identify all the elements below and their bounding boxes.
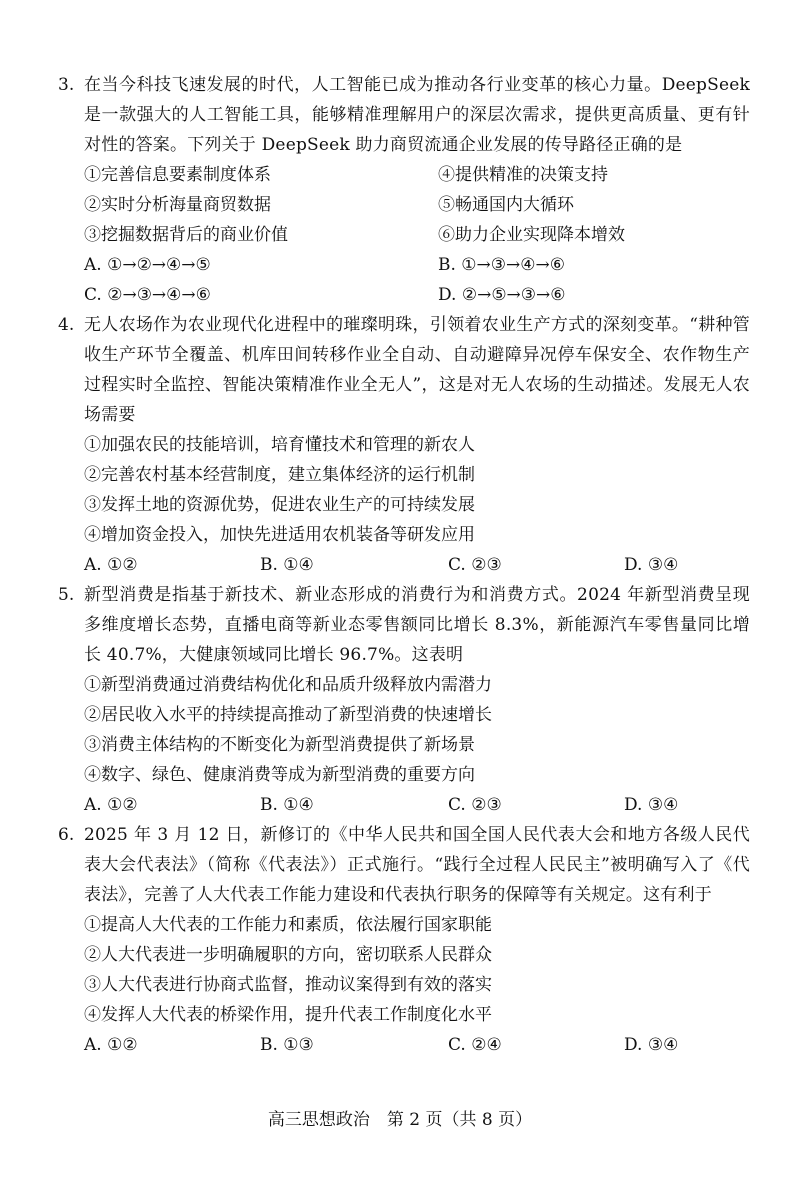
option-c: C. ②③ [448,555,502,575]
question-stem: 在当今科技飞速发展的时代，人工智能已成为推动各行业变革的核心力量。DeepSeek是一款强大的人工智能工具，能够精准理解用户的深层次需求，提供更高质量、更有针对性的答案。下列关于 DeepSeek 助力商贸流通企业发展的传导路径正确的是 [84,75,750,155]
option-b: B. ①③ [260,1035,314,1055]
option-a: A. ①→②→④→⑤ [84,255,211,275]
statement: ④增加资金投入，加快先进适用农机装备等研发应用 [84,525,475,545]
option-d: D. ③④ [624,1035,679,1055]
statement: ②人大代表进一步明确履职的方向，密切联系人民群众 [84,945,492,965]
question-stem: 无人农场作为农业现代化进程中的璀璨明珠，引领着农业生产方式的深刻变革。“耕种管收生产环节全覆盖、机库田间转移作业全自动、自动避障异况停车保安全、农作物生产过程实时全监控、智能决策精准作业全无人”，这是对无人农场的生动描述。发展无人农场需要 [84,315,750,425]
statement: ③人大代表进行协商式监督，推动议案得到有效的落实 [84,975,492,995]
option-a: A. ①② [84,1035,138,1055]
page-footer: 高三思想政治 第 2 页（共 8 页） [267,1110,533,1130]
statement: ①新型消费通过消费结构优化和品质升级释放内需潜力 [84,675,492,695]
answer-options [84,550,750,580]
statement: ④数字、绿色、健康消费等成为新型消费的重要方向 [84,765,475,785]
option-c: C. ②③ [448,795,502,815]
question-number: 3. [58,75,75,95]
statement: ②完善农村基本经营制度，建立集体经济的运行机制 [84,465,475,485]
question-stem: 2025 年 3 月 12 日，新修订的《中华人民共和国全国人民代表大会和地方各级人民代表大会代表法》（简称《代表法》）正式施行。“践行全过程人民民主”被明确写入了《代表法》，完善了人大代表工作能力建设和代表执行职务的保障等有关规定。这有利于 [84,825,750,905]
option-c: C. ②④ [448,1035,502,1055]
option-a: A. ①② [84,795,138,815]
option-b: B. ①④ [260,795,314,815]
option-d: D. ③④ [624,555,679,575]
statement: ⑥助力企业实现降本增效 [438,225,625,245]
statement: ②居民收入水平的持续提高推动了新型消费的快速增长 [84,705,492,725]
option-c: C. ②→③→④→⑥ [84,285,211,305]
option-a: A. ①② [84,555,138,575]
question-6 [58,820,750,1060]
answer-options [84,1030,750,1060]
statement: ②实时分析海量商贸数据 [84,195,271,215]
option-b: B. ①→③→④→⑥ [438,255,565,275]
statement: ①提高人大代表的工作能力和素质，依法履行国家职能 [84,915,492,935]
statement: ④提供精准的决策支持 [438,165,608,185]
statement: ③发挥土地的资源优势，促进农业生产的可持续发展 [84,495,475,515]
question-stem: 新型消费是指基于新技术、新业态形成的消费行为和消费方式。2024 年新型消费呈现多维度增长态势，直播电商等新业态零售额同比增长 8.3%，新能源汽车零售量同比增长 40.7%，大健康领域同比增长 96.7%。这表明 [84,585,750,665]
question-4 [58,310,750,580]
answer-options [84,790,750,820]
statement: ③消费主体结构的不断变化为新型消费提供了新场景 [84,735,475,755]
statement-list [84,160,750,250]
option-d: D. ②→⑤→③→⑥ [438,285,566,305]
statement: ①加强农民的技能培训，培育懂技术和管理的新农人 [84,435,475,455]
statement: ⑤畅通国内大循环 [438,195,574,215]
statement: ③挖掘数据背后的商业价值 [84,225,288,245]
question-number: 6. [58,825,75,845]
answer-options [84,250,750,310]
question-number: 4. [58,315,75,335]
question-5 [58,580,750,820]
option-d: D. ③④ [624,795,679,815]
option-b: B. ①④ [260,555,314,575]
question-number: 5. [58,585,75,605]
statement: ①完善信息要素制度体系 [84,165,271,185]
statement: ④发挥人大代表的桥梁作用，提升代表工作制度化水平 [84,1005,492,1025]
question-3 [58,70,750,310]
